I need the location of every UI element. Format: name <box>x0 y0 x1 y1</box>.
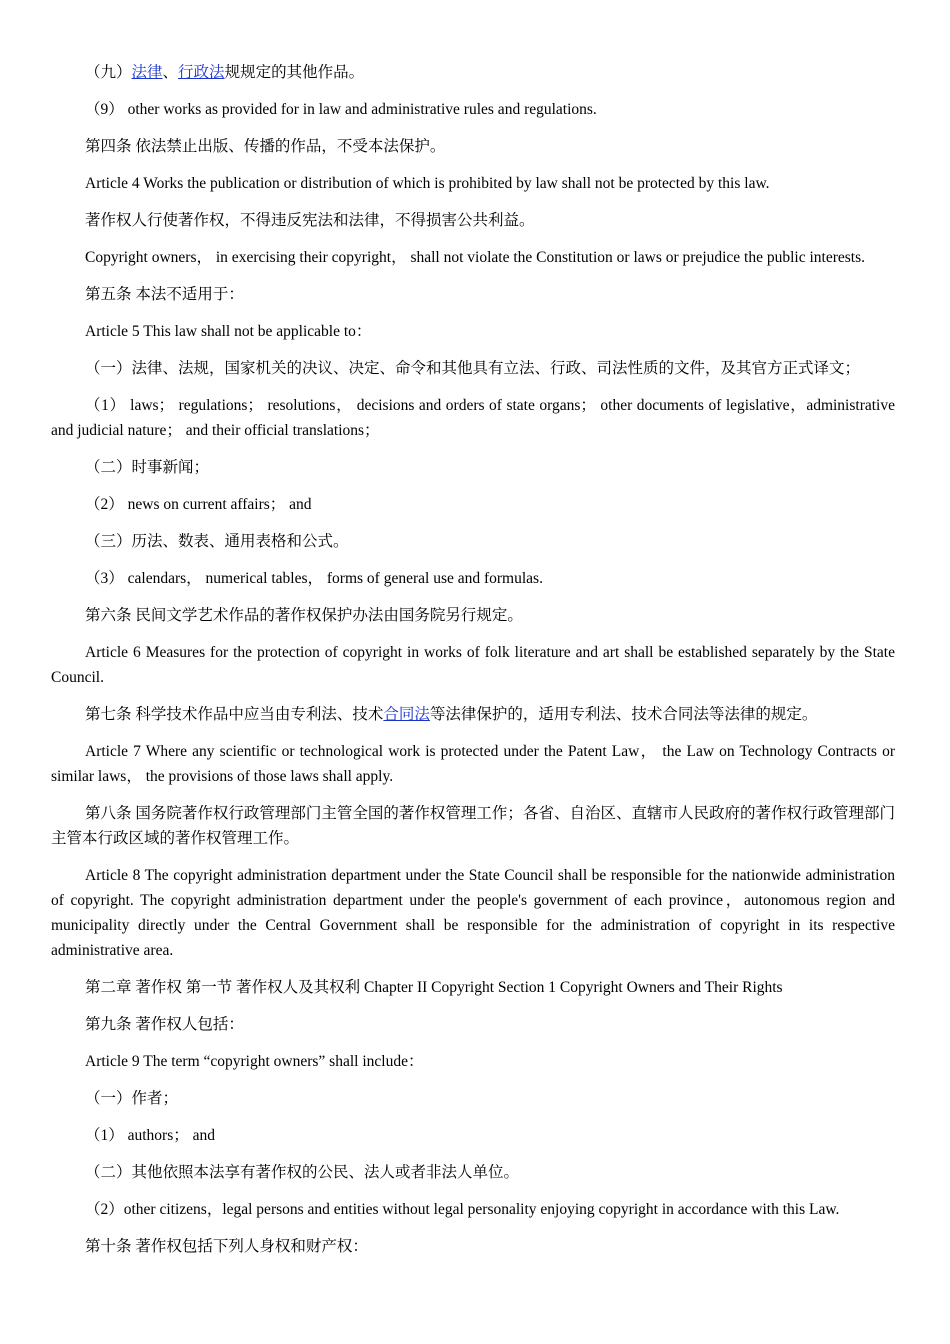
paragraph-text: 、 <box>162 64 179 81</box>
paragraph: （2）other citizens，legal persons and entities without legal personality enjoying copyright in accordance with this Law. <box>85 1201 840 1218</box>
paragraph: 第八条 国务院著作权行政管理部门主管全国的著作权管理工作；各省、自治区、直辖市人民政府的著作权行政管理部门主管本行政区域的著作权管理工作。 <box>51 805 895 847</box>
paragraph: Article 6 Measures for the protection of copyright in works of folk literature and art shall be established separately by the State Council. <box>51 644 895 686</box>
paragraph: Article 4 Works the publication or distribution of which is prohibited by law shall not be protected by this law. <box>85 175 770 192</box>
paragraph <box>51 60 895 85</box>
law-link[interactable]: 法律 <box>131 64 163 81</box>
paragraph: （3） calendars， numerical tables， forms of general use and formulas. <box>85 570 543 587</box>
paragraph: Article 5 This law shall not be applicable to： <box>85 323 372 340</box>
paragraph: Article 7 Where any scientific or technological work is protected under the Patent Law， the Law on Technology Contracts or similar laws， the provisions of those laws shall apply. <box>51 743 895 785</box>
paragraph: （9） other works as provided for in law and administrative rules and regulations. <box>85 101 597 118</box>
paragraph: （三）历法、数表、通用表格和公式。 <box>85 533 349 550</box>
paragraph-text: （九） <box>85 64 132 81</box>
paragraph: （二）其他依照本法享有著作权的公民、法人或者非法人单位。 <box>85 1164 520 1181</box>
paragraph <box>51 702 895 727</box>
paragraph: Article 8 The copyright administration department under the State Council shall be responsible for the nationwide administration of copyright. The copyright administration department under the people's government of each province，autonomous region and municipality directly under the Central Government shall be responsible for the administration of copyright in its respective administrative area. <box>51 867 895 959</box>
document-page <box>51 60 895 1271</box>
paragraph: Article 9 The term “copyright owners” shall include： <box>85 1053 424 1070</box>
paragraph-text: 第七条 科学技术作品中应当由专利法、技术 <box>85 706 384 723</box>
paragraph: Copyright owners， in exercising their copyright， shall not violate the Constitution or laws or prejudice the public interests. <box>85 249 866 266</box>
paragraph: 第五条 本法不适用于： <box>85 286 244 303</box>
paragraph: 第二章 著作权 第一节 著作权人及其权利 Chapter II Copyright Section 1 Copyright Owners and Their Rights <box>85 979 783 996</box>
paragraph: （一）法律、法规，国家机关的决议、决定、命令和其他具有立法、行政、司法性质的文件，及其官方正式译文； <box>85 360 861 377</box>
law-link[interactable]: 合同法 <box>383 706 430 723</box>
law-link[interactable]: 行政法 <box>178 64 225 81</box>
paragraph: 著作权人行使著作权，不得违反宪法和法律，不得损害公共利益。 <box>85 212 535 229</box>
paragraph: 第四条 依法禁止出版、传播的作品，不受本法保护。 <box>85 138 446 155</box>
paragraph: （1） laws； regulations； resolutions， decisions and orders of state organs； other documents of legislative，administrative and judicial nature； and their official translations； <box>51 397 895 439</box>
paragraph: 第十条 著作权包括下列人身权和财产权： <box>85 1238 368 1255</box>
paragraph: （2） news on current affairs； and <box>85 496 312 513</box>
paragraph: （一）作者； <box>85 1090 179 1107</box>
paragraph: （二）时事新闻； <box>85 459 210 476</box>
paragraph: （1） authors； and <box>85 1127 216 1144</box>
paragraph-text: 等法律保护的，适用专利法、技术合同法等法律的规定。 <box>429 706 818 723</box>
paragraph: 第九条 著作权人包括： <box>85 1016 244 1033</box>
paragraph-text: 规规定的其他作品。 <box>224 64 365 81</box>
paragraph: 第六条 民间文学艺术作品的著作权保护办法由国务院另行规定。 <box>85 607 523 624</box>
